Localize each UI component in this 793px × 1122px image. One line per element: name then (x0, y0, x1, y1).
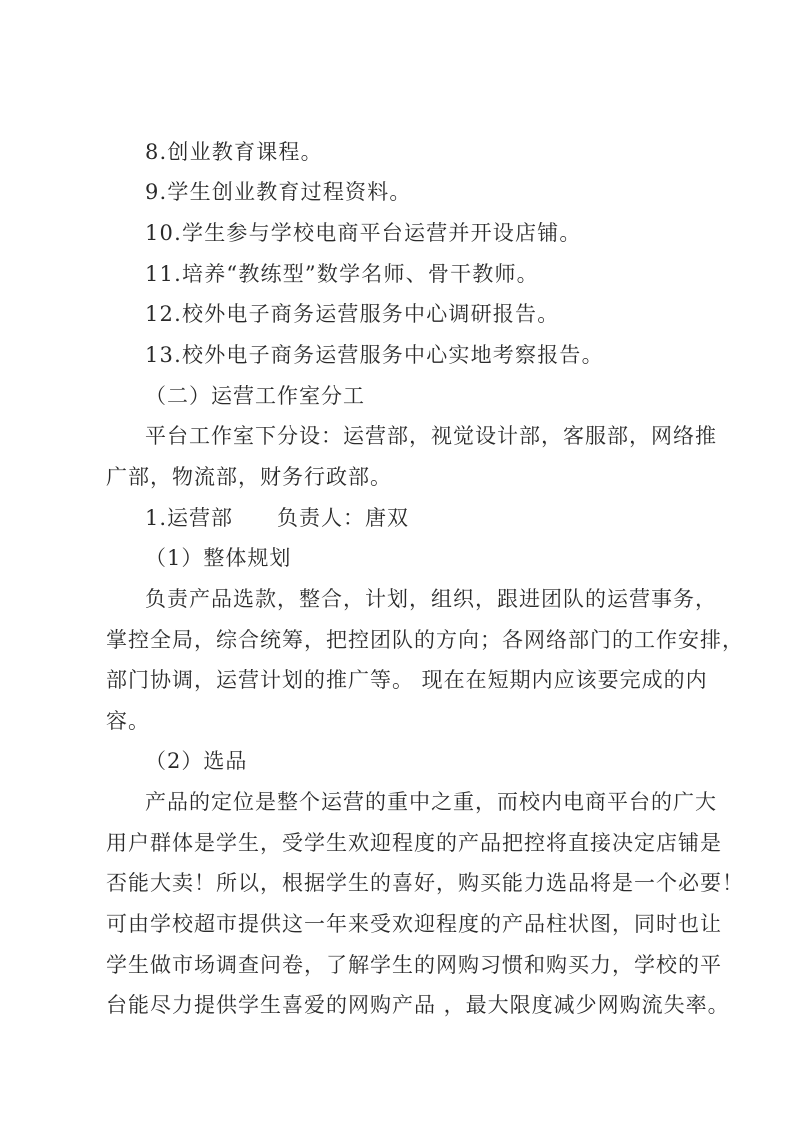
paragraph-line: 容。 (106, 709, 150, 733)
list-item: 11.培养“教练型”数学名师、骨干教师。 (145, 262, 539, 286)
paragraph-line: 学生做市场调查问卷，了解学生的网购习惯和购买力，学校的平 (106, 953, 722, 977)
list-item: 8.创业教育课程。 (145, 140, 323, 164)
list-item: 10.学生参与学校电商平台运营并开设店铺。 (145, 221, 582, 245)
paragraph-line: 广部，物流部，财务行政部。 (106, 465, 392, 489)
paragraph-line: 用户群体是学生，受学生欢迎程度的产品把控将直接决定店铺是 (106, 831, 722, 855)
paragraph-line: 可由学校超市提供这一年来受欢迎程度的产品柱状图，同时也让 (106, 912, 722, 936)
paragraph-line: 部门协调，运营计划的推广等。 现在在短期内应该要完成的内 (106, 668, 708, 692)
subsection-heading: （1）整体规划 (145, 546, 292, 570)
section-heading: （二）运营工作室分工 (145, 384, 365, 408)
subsection-heading: （2）选品 (145, 749, 248, 773)
paragraph-line: 掌控全局，综合统筹，把控团队的方向；各网络部门的工作安排， (106, 628, 744, 652)
paragraph-line: 台能尽力提供学生喜爱的网购产品 ，最大限度减少网购流失率。 (106, 993, 730, 1017)
paragraph-line: 平台工作室下分设：运营部，视觉设计部，客服部，网络推 (145, 424, 717, 448)
list-item: 12.校外电子商务运营服务中心调研报告。 (145, 302, 560, 326)
paragraph-line: 否能大卖！所以，根据学生的喜好，购买能力选品将是一个必要！ (106, 871, 744, 895)
list-item: 13.校外电子商务运营服务中心实地考察报告。 (145, 343, 604, 367)
paragraph-line: 负责产品选款，整合，计划，组织，跟进团队的运营事务， (145, 587, 717, 611)
paragraph-line: 产品的定位是整个运营的重中之重，而校内电商平台的广大 (145, 790, 717, 814)
list-item: 9.学生创业教育过程资料。 (145, 180, 412, 204)
subsection-heading: 1.运营部 负责人：唐双 (145, 506, 410, 530)
